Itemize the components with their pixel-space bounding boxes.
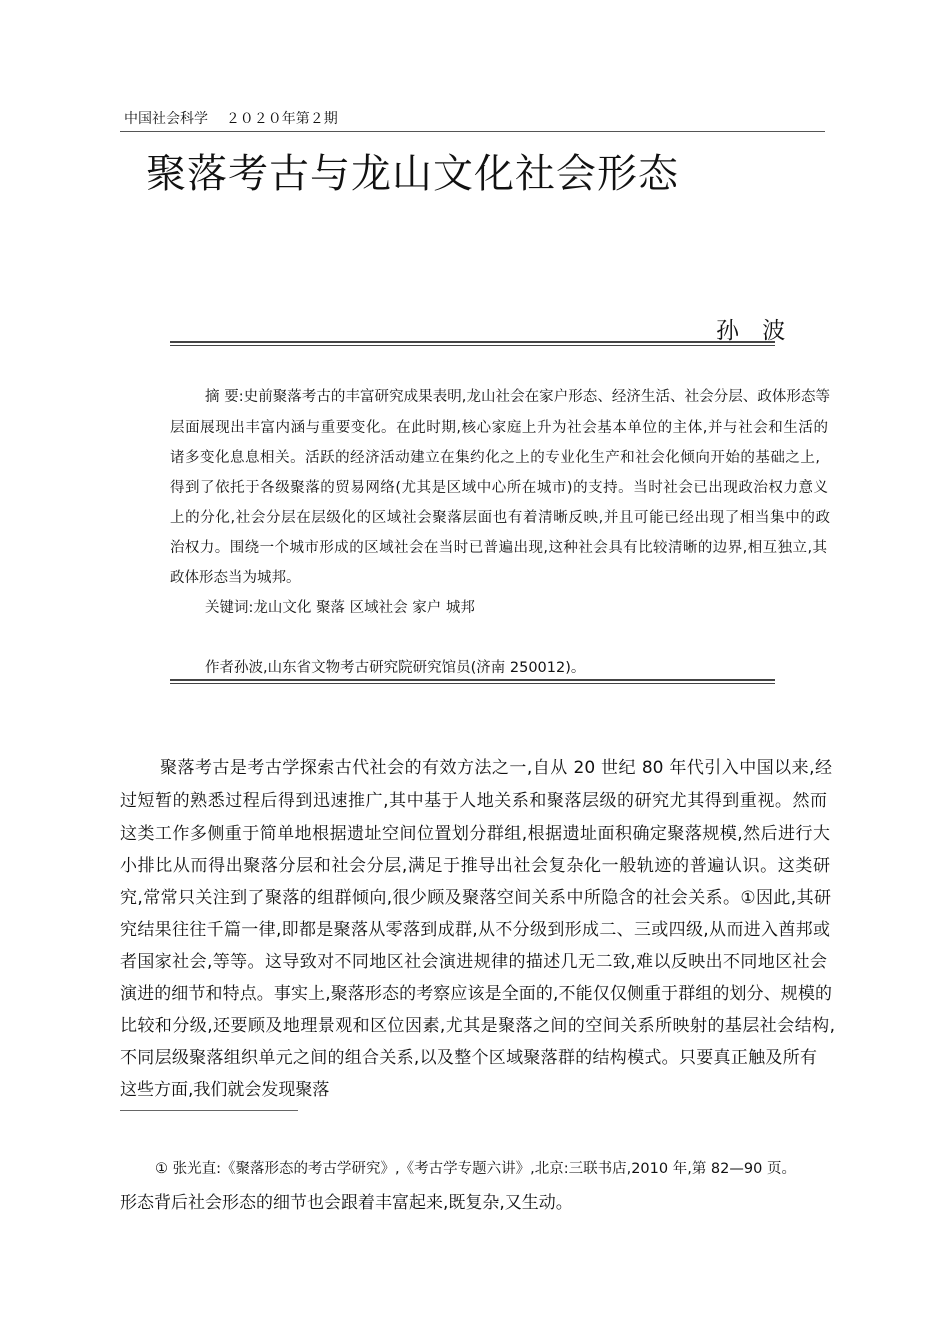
body-line: 这类工作多侧重于简单地根据遗址空间位置划分群组,根据遗址面积确定聚落规模,然后进行大	[120, 824, 830, 844]
body-line: 小排比从而得出聚落分层和社会分层,满足于推导出社会复杂化一般轨迹的普遍认识。这类研	[120, 856, 830, 876]
abstract-line: 得到了依托于各级聚落的贸易网络(尤其是区域中心所在城市)的支持。当时社会已出现政治权力意义	[170, 480, 828, 496]
body-line: 演进的细节和特点。事实上,聚落形态的考察应该是全面的,不能仅仅侧重于群组的划分、规模的	[120, 984, 832, 1004]
body-continuation: 形态背后社会形态的细节也会跟着丰富起来,既复杂,又生动。	[120, 1193, 573, 1213]
body-line: 不同层级聚落组织单元之间的组合关系,以及整个区域聚落群的结构模式。只要真正触及所有	[120, 1048, 817, 1068]
author-info: 作者孙波,山东省文物考古研究院研究馆员(济南 250012)。	[205, 660, 586, 676]
issue-number: ２０２０年第２期	[225, 111, 338, 127]
running-header	[124, 108, 338, 128]
author-double-rule	[170, 341, 775, 346]
abstract-line: 摘 要:史前聚落考古的丰富研究成果表明,龙山社会在家户形态、经济生活、社会分层、政体形态等	[205, 389, 830, 405]
abstract-double-rule	[170, 679, 775, 684]
journal-name: 中国社会科学	[124, 111, 208, 127]
keywords: 关键词:龙山文化 聚落 区域社会 家户 城邦	[205, 600, 475, 616]
abstract-line: 层面展现出丰富内涵与重要变化。在此时期,核心家庭上升为社会基本单位的主体,并与社会和生活的	[170, 420, 828, 436]
abstract-line: 上的分化,社会分层在层级化的区域社会聚落层面也有着清晰反映,并且可能已经出现了相当集中的政	[170, 510, 830, 526]
footnote: ① 张光直:《聚落形态的考古学研究》,《考古学专题六讲》,北京:三联书店,2010 年,第 82—90 页。	[155, 1161, 796, 1177]
body-line: 这些方面,我们就会发现聚落	[120, 1080, 330, 1100]
body-line: 究结果往往千篇一律,即都是聚落从零落到成群,从不分级到形成二、三或四级,从而进入酋邦或	[120, 920, 830, 940]
article-title: 聚落考古与龙山文化社会形态	[146, 151, 679, 197]
body-line: 聚落考古是考古学探索古代社会的有效方法之一,自从 20 世纪 80 年代引入中国以来,经	[160, 758, 832, 778]
body-line: 过短暂的熟悉过程后得到迅速推广,其中基于人地关系和聚落层级的研究尤其得到重视。然而	[120, 791, 827, 811]
abstract-line: 治权力。围绕一个城市形成的区域社会在当时已普遍出现,这种社会具有比较清晰的边界,相互独立,其	[170, 540, 827, 556]
header-rule	[120, 131, 825, 132]
abstract-line: 政体形态当为城邦。	[170, 570, 301, 586]
body-line: 究,常常只关注到了聚落的组群倾向,很少顾及聚落空间关系中所隐含的社会关系。①因此,其研	[120, 888, 831, 908]
body-line: 比较和分级,还要顾及地理景观和区位因素,尤其是聚落之间的空间关系所映射的基层社会结构,	[120, 1016, 835, 1036]
author-name: 孙 波	[716, 318, 794, 344]
abstract-line: 诸多变化息息相关。活跃的经济活动建立在集约化之上的专业化生产和社会化倾向开始的基础之上,	[170, 450, 820, 466]
footnote-rule	[120, 1110, 298, 1111]
body-line: 者国家社会,等等。这导致对不同地区社会演进规律的描述几无二致,难以反映出不同地区社会	[120, 952, 827, 972]
